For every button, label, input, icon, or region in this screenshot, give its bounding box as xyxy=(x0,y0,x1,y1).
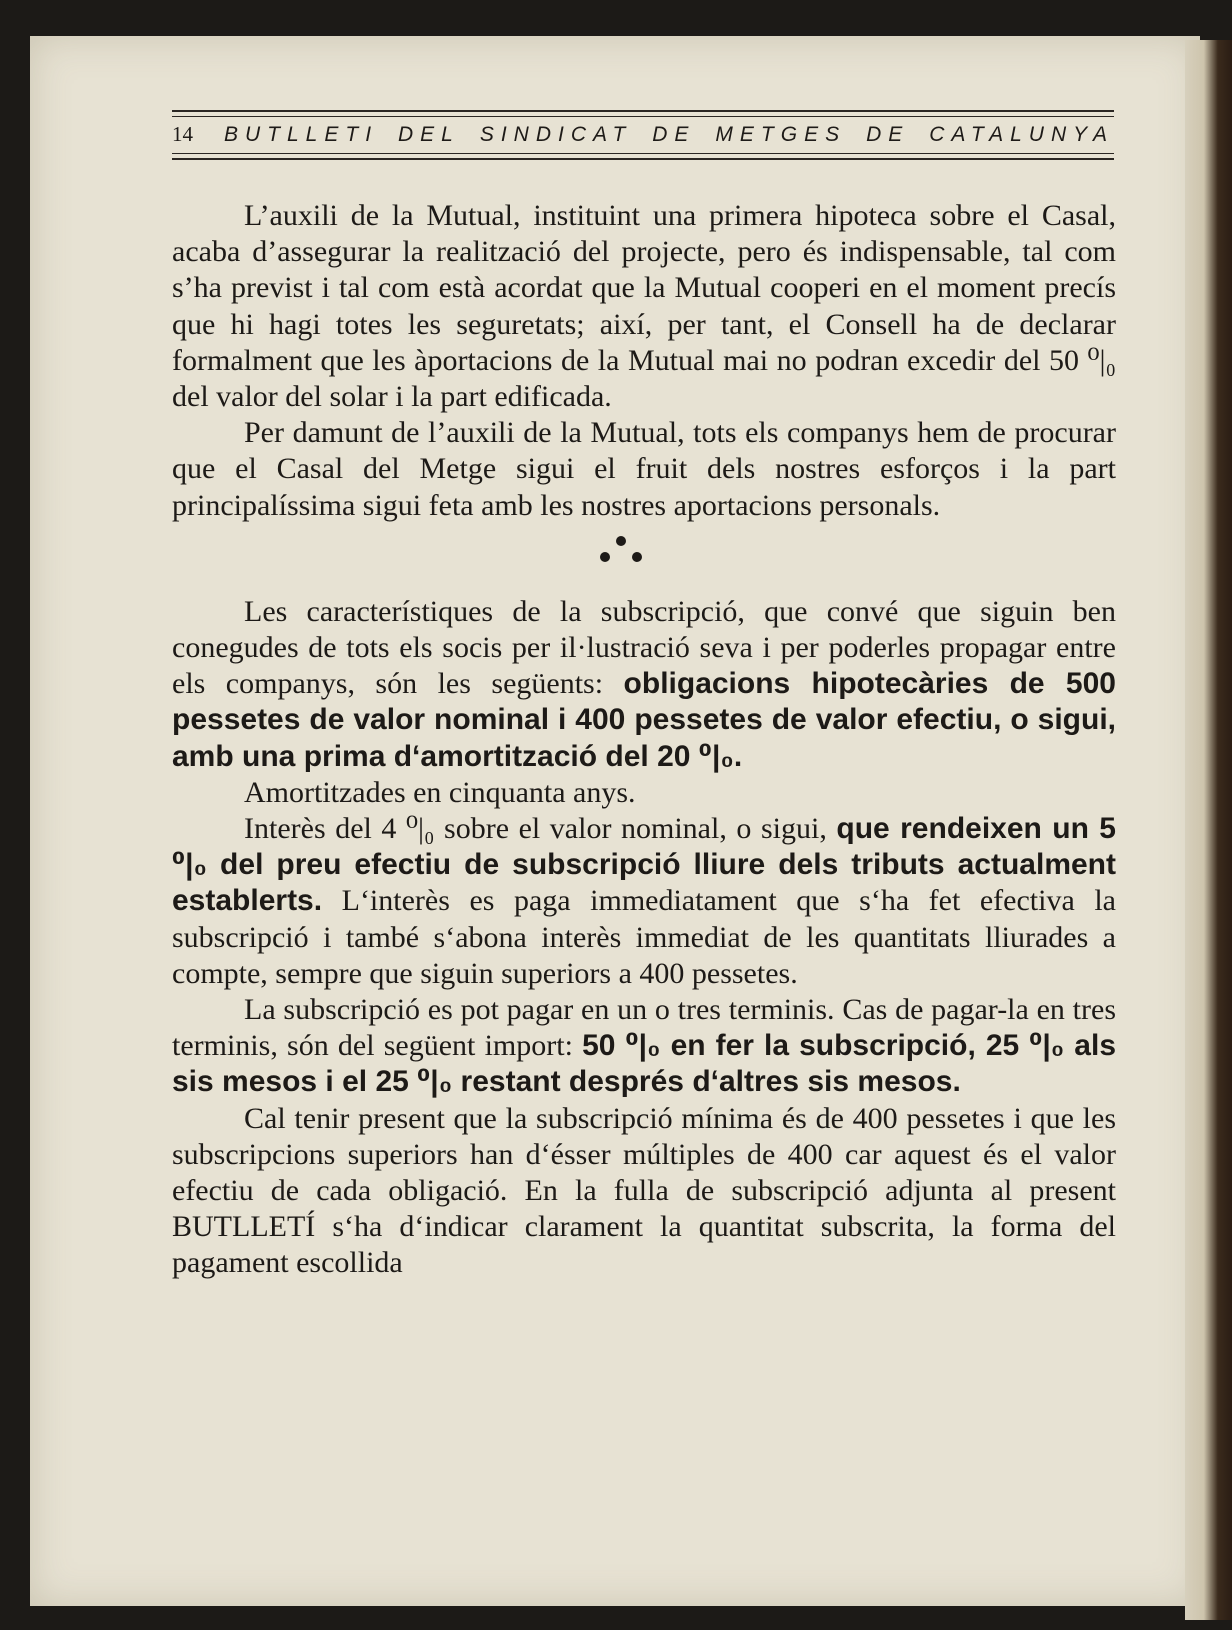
header-rule xyxy=(172,153,1114,154)
paragraph-text: Les característiques de la subscripció, que convé que siguin ben conegudes de tots els socis per il·lustració seva i per poderles propagar entre els companys, són les següents: xyxy=(172,594,1116,701)
running-header xyxy=(172,110,1114,160)
paragraph: Per damunt de l’auxili de la Mutual, tots els companys hem de procurar que el Casal del Metge sigui el fruit dels nostres esforços i la part principalíssima sigui feta amb les nostres aportacions personals. xyxy=(172,416,1116,522)
paragraph-text: Interès del 4 ⁰|₀ sobre el valor nominal, o sigui, xyxy=(244,812,837,846)
separator-dot xyxy=(632,552,642,562)
title-word: DE xyxy=(866,123,910,146)
section-separator xyxy=(172,526,1116,578)
paragraph xyxy=(172,811,1116,992)
paragraph xyxy=(172,594,1116,775)
paragraph-emphasis: que rendeixen un 5 ⁰|₀ del preu efectiu de subscripció lliure dels tributs actualment establerts. xyxy=(172,812,1116,918)
paragraph-emphasis: 50 ⁰|₀ en fer la subscripció, 25 ⁰|₀ als sis mesos i el 25 ⁰|₀ restant després d‘altres sis mesos. xyxy=(172,1029,1117,1099)
paragraph-emphasis: obligacions hipotecàries de 500 pessetes de valor nominal i 400 pessetes de valor efectiu, o sigui, amb una prima d‘amortització del 20 ⁰|₀. xyxy=(172,667,1116,773)
title-word: BUTLLETI xyxy=(224,123,379,146)
article-body xyxy=(172,198,1116,1282)
paragraph-text: L‘interès es paga immediatament que s‘ha fet efectiva la subscripció i també s‘abona interès immediat de les quantitats lliurades a compte, sempre que siguin superiors a 400 pessetes. xyxy=(172,884,1116,990)
header-rule xyxy=(172,158,1114,160)
page-edge xyxy=(1185,40,1232,1620)
paragraph: Cal tenir present que la subscripció mínima és de 400 pessetes i que les subscripcions superiors han d‘ésser múltiples de 400 car aquest és el valor efectiu de cada obligació. En la fulla de subscripció adjunta al present BUTLLETÍ s‘ha d‘indicar clarament la quantitat subscrita, la forma del pagament escollida xyxy=(172,1101,1116,1280)
title-word: DE xyxy=(652,123,696,146)
page-number: 14 xyxy=(172,122,193,146)
title-word: SINDICAT xyxy=(479,123,633,146)
separator-dot xyxy=(600,552,610,562)
paragraph-text: La subscripció es pot pagar en un o tres terminis. Cas de pagar-la en tres terminis, són del següent import: xyxy=(172,993,1116,1063)
separator-dot xyxy=(616,536,626,546)
paragraph: L’auxili de la Mutual, instituint una primera hipoteca sobre el Casal, acaba d’assegurar la realització del projecte, pero és indispensable, tal com s’ha previst i tal com està acordat que la Mutual cooperi en el moment precís que hi hagi totes les seguretats; així, per tant, el Consell ha de declarar formalment que les àportacions de la Mutual mai no podran excedir del 50 ⁰|₀ del valor del solar i la part edificada. xyxy=(172,199,1116,414)
journal-title xyxy=(224,123,1114,147)
header-rule xyxy=(172,110,1114,112)
title-word: DEL xyxy=(398,123,460,146)
title-word: CATALUNYA xyxy=(929,123,1114,146)
paragraph: Amortitzades en cinquanta anys. xyxy=(244,775,636,809)
title-word: METGES xyxy=(715,123,847,146)
header-rule xyxy=(172,116,1114,117)
paragraph xyxy=(172,992,1116,1101)
